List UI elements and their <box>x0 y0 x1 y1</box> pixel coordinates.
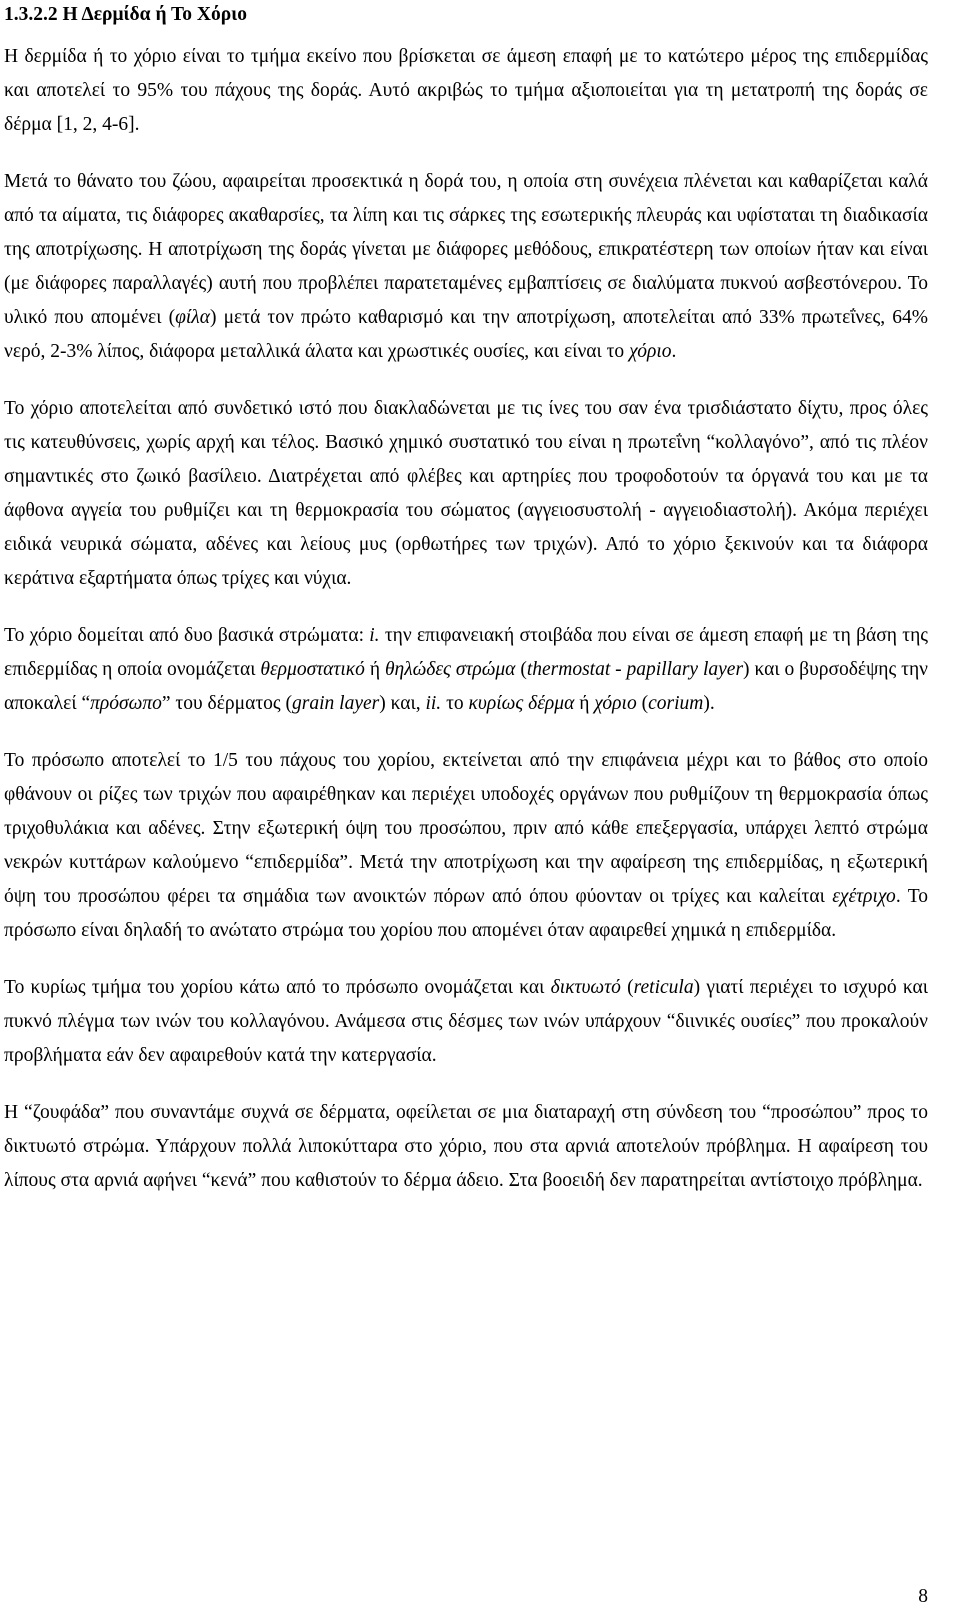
text-run: ) μετά τον πρώτο καθαρισμό και την αποτρίχωση, αποτελείται από 33% πρωτεΐνες, 64% νερό, 2-3% λίπος, διάφορα μεταλλικά άλατα και χρωστικές ουσίες, και είναι το <box>4 307 929 362</box>
text-run: ) και ο βυρσοδέψης την αποκαλεί “ <box>4 659 928 714</box>
text-run: . Το πρόσωπο είναι δηλαδή το ανώτατο στρώμα του χορίου που απομένει όταν αφαιρεθεί χημικά η επιδερμίδα. <box>4 886 929 941</box>
text-run: Η “ζουφάδα” που συναντάμε συχνά σε δέρματα, οφείλεται σε μια διαταραχή στη σύνδεση του “προσώπου” προς το δικτυωτό στρώμα. Υπάρχουν πολλά λιποκύτταρα στο χόριο, που στα αρνιά αποτελούν πρόβλημα. Η αφαίρεση του λίπους στα αρνιά αφήνει “κενά” που καθιστούν το δέρμα άδειο. Στα βοοειδή δεν παρατηρείται αντίστοιχο πρόβλημα. <box>4 1102 928 1191</box>
italic-term: δικτυωτό <box>550 977 621 998</box>
paragraph-1 <box>4 40 928 142</box>
text-run: ή <box>364 659 385 680</box>
italic-term: φίλα <box>175 307 210 328</box>
text-run: ( <box>620 977 634 998</box>
italic-term: πρόσωπο <box>90 693 162 714</box>
italic-term: χόριο <box>594 693 637 714</box>
paragraph-4 <box>4 619 928 721</box>
body-text <box>4 40 928 1221</box>
text-run: ( <box>515 659 527 680</box>
text-run: Το χόριο δομείται από δυο βασικά στρώματα: <box>4 625 370 646</box>
text-run: Η δερμίδα ή το χόριο είναι το τμήμα εκείνο που βρίσκεται σε άμεση επαφή με το κατώτερο μέρος της επιδερμίδας και αποτελεί το 95% του πάχους της δοράς. Αυτό ακριβώς το τμήμα αξιοποιείται για τη μετατροπή της δοράς σε δέρμα [1, 2, 4-6]. <box>4 46 928 135</box>
italic-term: grain layer <box>292 693 380 714</box>
italic-term: θηλώδες στρώμα <box>384 659 516 680</box>
italic-term: εχέτριχο <box>832 886 896 907</box>
italic-term: reticula <box>633 977 694 998</box>
page-number: 8 <box>918 1586 928 1607</box>
italic-term: i. <box>369 625 380 646</box>
text-run: ( <box>636 693 649 714</box>
text-run: Το πρόσωπο αποτελεί το 1/5 του πάχους του χορίου, εκτείνεται από την επιφάνεια μέχρι και το βάθος στο οποίο φθάνουν οι ρίζες των τριχών που αφαιρέθηκαν και περιέχει υποδοχές οργάνων που ρυθμίζουν τη θερμοκρασία όπως τριχοθυλάκια και αδένες. Στην εξωτερική όψη του προσώπου, πριν από κάθε επεξεργασία, υπάρχει λεπτό στρώμα νεκρών κυττάρων καλούμενο “επιδερμίδα”. Μετά την αποτρίχωση και την αφαίρεση της επιδερμίδας, η εξωτερική όψη του προσώπου φέρει τα σημάδια των ανοικτών πόρων από όπου φύονταν οι τρίχες και καλείται <box>4 750 928 907</box>
paragraph-2 <box>4 165 928 369</box>
italic-term: corium <box>648 693 704 714</box>
italic-term: thermostat - papillary layer <box>526 659 744 680</box>
section-heading: 1.3.2.2 Η Δερμίδα ή Το Χόριο <box>4 4 247 25</box>
text-run: την επιφανειακή στοιβάδα που είναι σε άμεση επαφή με τη βάση της επιδερμίδας η οποία ονομάζεται <box>4 625 928 680</box>
text-run: ) και, <box>379 693 426 714</box>
text-run: Μετά το θάνατο του ζώου, αφαιρείται προσεκτικά η δορά του, η οποία στη συνέχεια πλένεται και καθαρίζεται καλά από τα αίματα, τις διάφορες ακαθαρσίες, τα λίπη και τις σάρκες της εσωτερικής πλευράς και υφίσταται τη διαδικασία της αποτρίχωσης. Η αποτρίχωση της δοράς γίνεται με διάφορες μεθόδους, επικρατέστερη των οποίων ήταν και είναι (με διάφορες παραλλαγές) αυτή που προβλέπει παρατεταμένες εμβαπτίσεις σε διαλύματα πυκνού ασβεστόνερου. Το υλικό που απομένει ( <box>4 171 928 328</box>
italic-term: κυρίως δέρμα <box>468 693 575 714</box>
text-run: . <box>671 341 677 362</box>
italic-term: ii. <box>425 693 442 714</box>
text-run: το <box>441 693 469 714</box>
text-run: Το κυρίως τμήμα του χορίου κάτω από το πρόσωπο ονομάζεται και <box>4 977 551 998</box>
text-run: ). <box>703 693 715 714</box>
italic-term: χόριο <box>629 341 672 362</box>
paragraph-7 <box>4 1096 928 1198</box>
italic-term: θερμοστατικό <box>260 659 365 680</box>
text-run: Το χόριο αποτελείται από συνδετικό ιστό που διακλαδώνεται με τις ίνες του σαν ένα τρισδιάστατο δίχτυ, προς όλες τις κατευθύνσεις, χωρίς αρχή και τέλος. Βασικό χημικό συστατικό του είναι η πρωτεΐνη “κολλαγόνο”, από τις πλέον σημαντικές στο ζωικό βασίλειο. Διατρέχεται από φλέβες και αρτηρίες που τροφοδοτούν τα όργανά του και με τα άφθονα αγγεία του ρυθμίζει και τη θερμοκρασία του σώματος (αγγειοσυστολή - αγγειοδιαστολή). Ακόμα περιέχει ειδικά νευρικά σώματα, αδένες και λείους μυς (ορθωτήρες των τριχών). Από το χόριο ξεκινούν και τα διάφορα κεράτινα εξαρτήματα όπως τρίχες και νύχια. <box>4 398 928 589</box>
text-run: ή <box>574 693 595 714</box>
paragraph-3 <box>4 392 928 596</box>
paragraph-6 <box>4 971 928 1073</box>
paragraph-5 <box>4 744 928 948</box>
text-run: ” του δέρματος ( <box>161 693 293 714</box>
text-run: ) γιατί περιέχει το ισχυρό και πυκνό πλέγμα των ινών του κολλαγόνου. Ανάμεσα στις δέσμες των ινών υπάρχουν “διινικές ουσίες” που προκαλούν προβλήματα εάν δεν αφαιρεθούν κατά την κατεργασία. <box>4 977 928 1066</box>
